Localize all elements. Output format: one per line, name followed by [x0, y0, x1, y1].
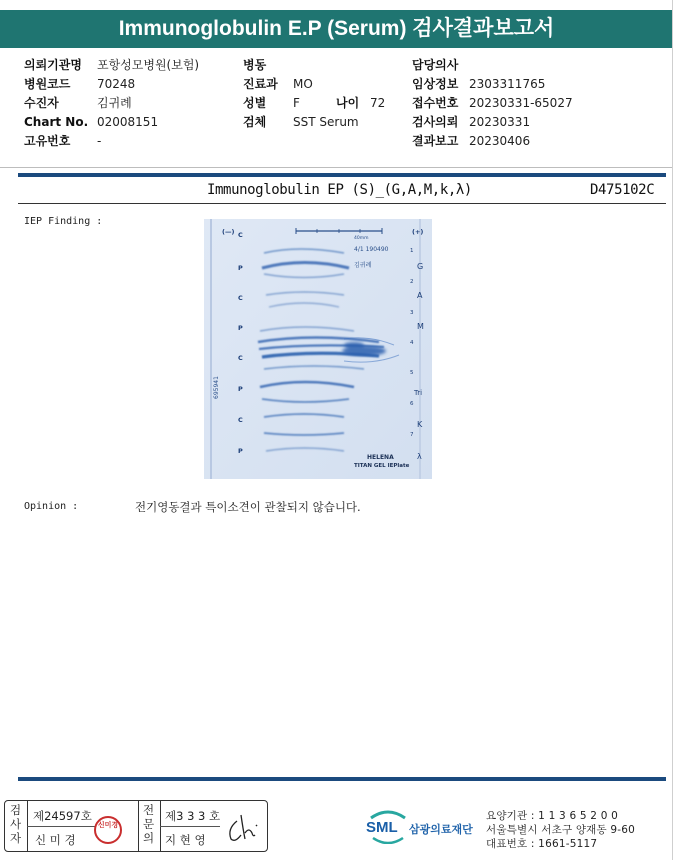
gel-brand-2: TITAN GEL IEPlate — [354, 463, 410, 469]
page-edge-rule — [672, 0, 673, 860]
institution-code: 요양기관 : 1 1 3 6 5 2 0 0 — [486, 810, 618, 822]
info-column-2 — [243, 56, 386, 132]
gel-scale-text: 40mm — [354, 236, 369, 241]
info-row-dept — [243, 75, 313, 94]
address: 서울특별시 서초구 양재동 9-60 — [486, 824, 636, 836]
iep-gel-image — [204, 219, 432, 479]
label-sex: 성별 — [243, 96, 267, 110]
info-row-clinical — [412, 75, 546, 94]
sig-hline-2 — [160, 826, 220, 827]
info-row-specimen — [243, 113, 359, 132]
header-separator — [0, 167, 672, 168]
sig-hline-1 — [27, 826, 95, 827]
info-column-1 — [24, 56, 200, 151]
test-name: Immunoglobulin EP (S)_(G,A,M,k,λ) — [207, 182, 472, 198]
org-name: 삼광의료재단 — [409, 823, 473, 836]
gel-label-c2: C — [238, 294, 243, 302]
value-chart: 02008151 — [97, 115, 159, 129]
label-age: 나이 — [336, 96, 360, 110]
doctor-name: 지 현 영 — [165, 833, 206, 847]
info-row-patient — [24, 94, 132, 113]
tester-seal: 신미경 — [94, 816, 122, 844]
gel-label-n2: 2 — [410, 279, 414, 285]
report-title: Immunoglobulin E.P (Serum) 검사결과보고서 — [0, 10, 673, 48]
value-specimen: SST Serum — [293, 115, 359, 129]
opinion-label: Opinion : — [24, 501, 79, 512]
gel-label-a: A — [417, 291, 423, 300]
gel-label-p3: P — [238, 385, 243, 393]
gel-label-lambda: λ — [417, 452, 422, 461]
value-dept: MO — [293, 77, 313, 91]
gel-brand-1: HELENA — [367, 454, 394, 461]
value-sex: F — [293, 96, 300, 110]
gel-sample-id: 4/1 190490 — [354, 246, 389, 253]
gel-label-n1: 1 — [410, 248, 414, 254]
test-code: D475102C — [590, 182, 655, 198]
info-row-report — [412, 132, 531, 151]
doctor-signature — [225, 811, 261, 845]
label-unique: 고유번호 — [24, 134, 71, 148]
label-org: 의뢰기관명 — [24, 58, 82, 72]
doctor-label: 전문의 — [143, 803, 155, 845]
info-row-request — [412, 113, 531, 132]
label-chart: Chart No. — [24, 115, 89, 129]
signature-box — [4, 800, 268, 852]
value-age: 72 — [370, 96, 386, 110]
label-specimen: 검체 — [243, 115, 267, 129]
gel-label-p2: P — [238, 324, 243, 332]
phone: 대표번호 : 1661-5117 — [486, 838, 598, 850]
gel-label-g: G — [417, 262, 424, 271]
gel-label-n5: 5 — [410, 370, 414, 376]
gel-label-neg: (—) — [222, 228, 235, 236]
gel-label-p4: P — [238, 447, 243, 455]
gel-label-m: M — [417, 322, 424, 331]
label-hospital-code: 병원코드 — [24, 77, 71, 91]
info-row-receipt — [412, 94, 573, 113]
label-receipt: 접수번호 — [412, 96, 459, 110]
info-row-org — [24, 56, 200, 75]
gel-label-p1: P — [238, 264, 243, 272]
gel-label-n6: 6 — [410, 401, 414, 407]
info-row-chart — [24, 113, 159, 132]
top-band — [18, 173, 666, 177]
label-report: 결과보고 — [412, 134, 459, 148]
label-patient: 수진자 — [24, 96, 59, 110]
info-row-doctor — [412, 56, 458, 75]
bottom-band — [18, 777, 666, 781]
sml-logo-text: SML — [366, 819, 398, 836]
iep-finding-label: IEP Finding : — [24, 216, 103, 227]
label-request: 검사의뢰 — [412, 115, 459, 129]
gel-label-c4: C — [238, 416, 243, 424]
gel-label-c3: C — [238, 354, 243, 362]
label-clinical: 임상정보 — [412, 77, 459, 91]
value-receipt: 20230331-65027 — [469, 96, 573, 110]
gel-label-pos: (+) — [412, 228, 424, 236]
doctor-license: 제3 3 3 호 — [165, 809, 221, 823]
value-org: 포항성모병원(보험) — [97, 58, 200, 72]
label-ward: 병동 — [243, 58, 267, 72]
info-row-ward — [243, 56, 278, 75]
gel-label-k: K — [417, 420, 423, 429]
info-row-sex-age — [243, 94, 386, 113]
value-unique: - — [97, 134, 102, 148]
value-report: 20230406 — [469, 134, 531, 148]
gel-label-n3: 3 — [410, 310, 414, 316]
opinion-text: 전기영동결과 특이소견이 관찰되지 않습니다. — [135, 500, 361, 514]
value-patient: 김귀례 — [97, 96, 132, 110]
label-dept: 진료과 — [243, 77, 278, 91]
value-clinical: 2303311765 — [469, 77, 546, 91]
value-request: 20230331 — [469, 115, 531, 129]
info-column-3 — [412, 56, 573, 151]
test-underline — [18, 203, 666, 204]
label-doctor: 담당의사 — [412, 58, 459, 72]
gel-label-n4: 4 — [410, 340, 414, 346]
gel-patient-note: 김귀례 — [354, 262, 372, 269]
sig-divider-2 — [138, 801, 139, 851]
gel-label-n7: 7 — [410, 432, 414, 438]
info-row-unique — [24, 132, 102, 151]
info-row-hospital-code — [24, 75, 136, 94]
tester-license: 제24597호 — [33, 809, 92, 823]
tester-name: 신 미 경 — [35, 833, 76, 847]
gel-side-number: 695941 — [213, 376, 220, 399]
gel-label-tri: Tri — [414, 389, 423, 397]
tester-label: 검사자 — [10, 803, 22, 845]
value-hospital-code: 70248 — [97, 77, 136, 91]
gel-label-c1: C — [238, 231, 243, 239]
